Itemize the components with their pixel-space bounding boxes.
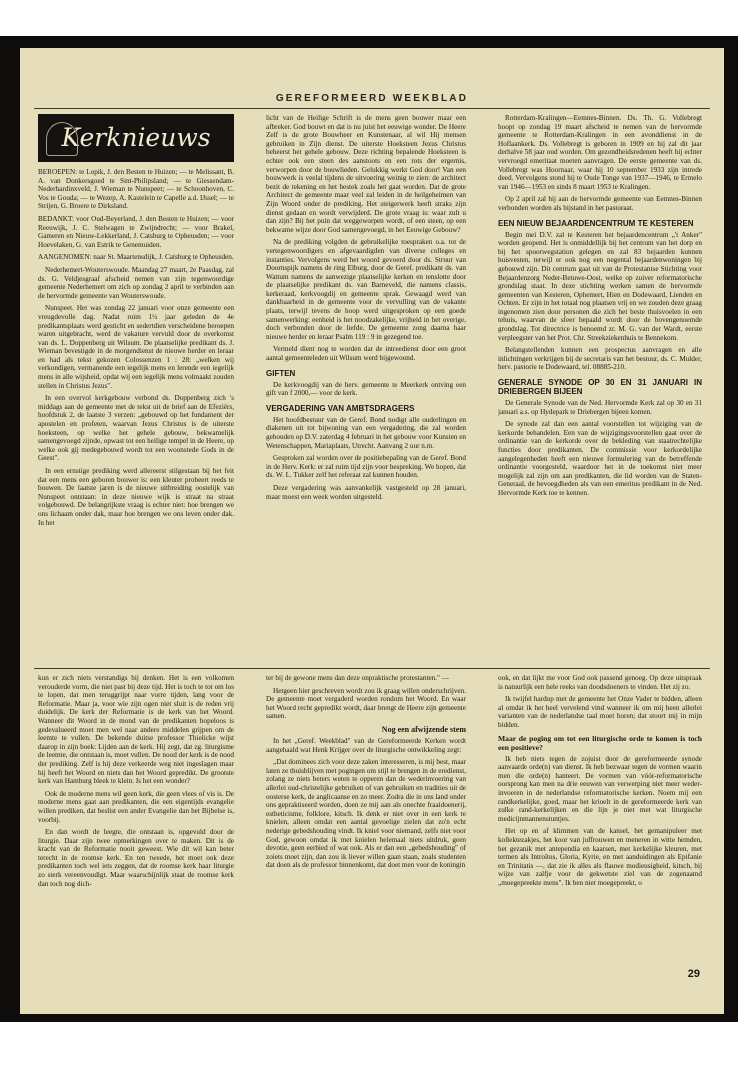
bejaardencentrum-text-2: Belangstellenden kunnen een prospectus aanvragen en alle inlichtingen verkrijgen bij de secretaris van het bestuur, ds. C. Mulder, herv. pastorie te Dodewaard, tel. 08885-210. [498, 346, 702, 372]
liturgische-orde-heading: Maar de poging om tot een liturgische orde te komen is toch een positieve? [498, 733, 702, 752]
synode-text-2: De synode zal dan een aantal voorstellen tot wijziging van de kerkorde behandelen. Een van de wijzigingsvoorstellen gaat over de ordinantie van de kerkorde over de bekleding van staatrechtelijke functies door predikanten. De commissie voor kerkordelijke aangelegenheden heeft een nieuwe formulering van de betreffende ordinantie voorgesteld, waardoor het in de toekomst niet meer mogelijk zal zijn om aan predikanten, die lid worden van de Staten-Generaal, de bevoegdheden als van een emeritus predikant in de Ned. Hervormde Kerk toe te kennen. [498, 420, 702, 497]
bedankt-text: BEDANKT: voor Oud-Beyerland, J. den Besten te Huizen; — voor Reeuwijk, J. C. Stelwagen te Zwijndrecht; — voor Brakel, Gameren en Nieuw-Lekkerland, J. Catsburg te Opheusden; — voor Hoevelaken, G. van Estrik te Genemuiden. [38, 214, 234, 249]
col3-paragraph-1: Rotterdam-Kralingen—Eemnes-Binnen. Ds. Th. G. Vollebregt hoopt op zondag 19 maart afscheid te nemen van de hervormde gemeente te Rotterdam-Kralingen in een avonddienst in de Hoflaankerk. Ds. Vollebregt is geboren in 1909 en hij zal dit jaar derhalve 58 jaar oud worden. Om gezondheidsredenen heeft hij echter vervroegd emeritaat moeten aanvragen. De eerste gemeente van ds. Vollebregt was Hoornaar, waar hij 10 september 1933 zijn intrede deed. Vervolgens stond hij te Oude Tonge van 1937—1946, te Ermelo van 1946—1953 en sinds 8 maart 1953 te Kralingen. [498, 114, 702, 191]
wouterswoude-text: Nederhemert-Wouterswoude. Maandag 27 maart, 2e Paasdag, zal ds. G. Veldjesgraaf afscheid nemen van zijn tegenwoordige gemeente Nederhemert om zich op zondag 2 april te verbinden aan de hervormde gemeente van Wouterswoude. [38, 265, 234, 300]
vergadering-text-1: Het hoofdbestuur van de Geref. Bond nodigt alle ouderlingen en diakenen uit tot bijwoning van een vergadering, die zal worden gehouden op D.V. zaterdag 4 februari in het gebouw voor Kunsten en Wetenschappen, Mariaplaats, Utrecht. Aanvang 2 uur n.m. [266, 415, 466, 450]
page-number: 29 [687, 968, 700, 980]
vergadering-heading: VERGADERING VAN AMBTSDRAGERS [266, 403, 415, 413]
lower3-paragraph-2: Ik twijfel hardop met de gemeente het Onze Vader te bidden, alleen al omdat ik het heel vervelend vind wanneer ik om mij heen allerlei varianten van de nederlandse taal moet horen; dat stoort mij in mijn bidden. [498, 695, 702, 729]
vergadering-text-3: Deze vergadering was aanvankelijk vastgesteld op 28 januari, maar moest een week worden uitgesteld. [266, 483, 466, 501]
col2-paragraph-3: Vermeld dient nog te worden dat de intreedienst door een groot aantal gemeenteleden uit Wilsum werd bijgewoond. [266, 345, 466, 363]
magazine-page [20, 48, 724, 1014]
header-rule [34, 108, 710, 109]
doppenberg-text-1: In een overvol kerkgebouw verbond ds. Doppenberg zich 's middags aan de gemeente met de tekst uit de brief aan de Efeziërs, hoofdstuk 2, de laatste 3 verzen: „gebouwd op het fundament der apostelen en profeten, waarvan Jezus Christus is de uiterste hoeksteen, op welke het gehele gebouw, bekwamelijk samengevoegd zijnde, opwast tot een heilige tempel in de Heere, op welke ook gij medegebouwd wordt tot een woonstede Gods in de Geest". [38, 394, 234, 463]
section-rule [34, 668, 710, 669]
bejaardencentrum-text-1: Begin mei D.V. zal te Kesteren het bejaardencentrum „'t Anker" worden geopend. Het is onmiddellijk bij het centrum van het dorp en bij het spoorwegstation gelegen en zal 83 bejaarden kunnen huisvesten, terwijl er ook nog een negental bejaardenwoningen bij gebouwd zijn. Dit centrum gaat uit van de Protestantse Stichting voor Bejaardenzorg Neder-Betuwe-Oost, welke op zuiver reformatorische grondslag staat. In deze stichting werken samen de hervormde gemeenten van Kesteren, Ophemert, Hien en Dodewaard, Lienden en Ochten. Er zijn in het totaal nog plaatsen vrij en we zouden deze graag ingenomen zien door personen die zich het beste thuisvoelen in een tehuis, waarvan de sfeer bepaald wordt door de bovengenoemde grondslag. Tot directrice is benoemd zr. M. G. van der Wardt, eerste verpleegster van het Prot. Chr. Streekziekenhuis te Bennekom. [498, 230, 702, 342]
lower2-paragraph-1: ter bij de gewone mens dan deze onpraktische protestanten." — [266, 674, 449, 682]
aangenomen-text: AANGENOMEN: naar St. Maartensdijk, J. Catsburg te Opheusden. [38, 253, 234, 262]
synode-text-1: De Generale Synode van de Ned. Hervormde Kerk zal op 30 en 31 januari a.s. op Hydepark te Driebergen bijeen komen. [498, 399, 702, 416]
lower3-paragraph-4: Het op en af klimmen van de kansel, het gemanipuleer met kollektezakjes, het koor van juffrouwen en meneren in witte hemden, het gezanik met antependia en kaarsen, met kerkelijke kleuren, met termen als Introïtus, Gloria, Kyrie, en met aanduidingen als Epifanie en Trinitatis —, dat zie ik alles als flauwe modieusigheid, kitsch, bij wijze van zalfje voor de gekwetste ziel van de zogenaamd „moegepreekte mens". Ik ben niet moegepreekt, o [498, 827, 702, 887]
synode-heading: GENERALE SYNODE OP 30 EN 31 JANUARI IN DRIEBERGEN BIJEEN [498, 378, 702, 397]
lower1-paragraph-3: En dan wordt de leegte, die ontstaan is, opgevuld door de liturgie. Daar zijn twee opmerkingen over te maken. Dit is de kracht van de Reformatie nooit geweest. Wie dit wil kan beter terecht in de roomse kerk. En ten tweede, het moet ook deze predikanten toch wel iets zeggen, dat de roomse kerk haar liturgie zo sterk vereenvoudigt. Maar waarschijnlijk staat de roomse kerk dan toch nog dich- [38, 828, 234, 888]
col2-paragraph-1: licht van de Heilige Schrift is de mens geen bouwer maar een afbreker. God bouwt en dat is nu juist het eeuwige wonder. De Heere Zelf is de grote Bouwheer en Kunstenaar, al wil Hij mensen gebruiken in Zijn dienst. De uiterste Hoeksteen Jezus Christus beheerst het gehele gebouw. Deze richting bepalende Hoeksteen is echter ook een steen des aanstoots en een rots der ergernis, verworpen door de bouwlieden. Gelukkig werkt God door! Van een bouwwerk is veelal tijdens de uitvoering weinig te zien: de architect bezit de tekening en het bestek zoals het gaat worden. Dat de grote Architect de gemeente maar veel zal leiden in de heilgeheimen van Zijn Woord onder de prediking. Het steigerwerk heeft straks zijn dienst gedaan en wordt verwijderd. De grote vraag is: waar zult u dan zijn? Bij het puin dat weggeworpen wordt, of een steen, op een bekwame wijze door God samengevoegd, in het Eeuwige Gebouw? [266, 114, 466, 234]
lower3-paragraph-1: ook, en dat lijkt me voor God ook passend genoeg. Op deze uitspraak is natuurlijk een hele reeks van doodsdoeners te vinden. Het zij zo. [498, 674, 702, 691]
lower-column-1 [38, 674, 234, 974]
doppenberg-text-2: In een ernstige prediking werd allereerst stilgestaan bij het feit dat een mens een geboren bouwer is: een kleuter probeert reeds te bouwen. De laatste jaren is de nieuwe uitbreiding oostelijk van Nunspeet ontstaan: in deze nieuwe wijk is straat na straat volgebouwd. De belangrijkste vraag is echter niet: hoe brengen we ons lichaam onder dak, maar hoe brengen we ons leven onder dak. In het [38, 467, 234, 527]
lower-column-2 [266, 674, 466, 974]
vergadering-text-2: Gesproken zal worden over de positiebepaling van de Geref. Bond in de Herv. Kerk: er zal ruim tijd zijn voor bespreking. We hopen, dat ds. W. L. Tukker zelf het referaat zal kunnen houden. [266, 454, 466, 480]
beroepen-text: BEROEPEN: te Lopik, J. den Besten te Huizen; — te Melissant, B. A. van Donkersgoed te Sint-Philipsland; — te Giessendam-Nederhardinxveld, J. Wieman te Nunspeet; — te Schoonhoven, C. Vos te Gouda; — te Wezep, A. Kastelein te Capelle a.d. IJssel; — te Strijen, G. Broere te Dirksland. [38, 168, 234, 211]
bejaardencentrum-heading: EEN NIEUW BEJAARDENCENTRUM TE KESTEREN [498, 218, 694, 228]
column-3 [498, 114, 702, 662]
afwijzende-stem-heading: Nog een afwijzende stem [381, 724, 466, 734]
giften-text: De kerkvoogdij van de herv. gemeente te Meerkerk ontving een gift van f 2000,— voor de kerk. [266, 380, 466, 398]
running-head: GEREFORMEERD WEEKBLAD [275, 93, 469, 104]
col2-paragraph-2: Na de prediking volgden de gebruikelijke toespraken o.a. tot de vertegenwoordigers en afgevaardigden van diverse colleges en instanties. Vervolgens werd het woord gevoerd door ds. Struur van Doornspijk namens de ring Elburg, door de Geref. predikant ds. van Wattum namens de aanwezige plaatselijke kerken en tenslotte door de plaatselijke predikant ds. van Barneveld, die namens classis, kerkeraad, kerkvoogdij en gemeente sprak. Gewaagd werd van dankbaarheid in de gemeente voor de vervulling van de vakante plaats, terwijl tevens de hoop werd uitgesproken op een goede samenwerking: eenheid is het noodzakelijke, vrijheid in het overige, doch verbonden door de liefde. De gemeente zong daarna haar nieuwe herder en leraar Psalm 119 : 9 in gezegend toe. [266, 238, 466, 341]
column-2 [266, 114, 466, 662]
col3-paragraph-2: Op 2 april zal hij aan de hervormde gemeente van Eemnes-Binnen verbonden worden als bijstand in het pastoraat. [498, 195, 702, 212]
column-1 [38, 114, 234, 662]
lower2-paragraph-2: Hetgeen hier geschreven wordt zou ik graag willen onderschrijven. De gemeente moet vergaderd worden rondom het Woord. En waar het Woord recht gepredikt wordt, daar brengt de Heere zijn gemeente samen. [266, 686, 466, 721]
lower2-paragraph-4: „Dat dominees zich voor deze zaken interesseren, is mij best, maar laten ze thuisblijven met pogingen om stijl te brengen in de eredienst, zolang ze niets beters weten te opperen dan de wederinvoering van allerlei oud-christelijke gebruiken of van gebruiken en tradities uit de oosterse kerk, de anglicaanse en zo meer. Zodra die in ons land onder ons gepraktiseerd worden, doen ze mij aan als onechte fraaidoenerij, estheticisme, folklore, kitsch. Ik denk er niet over in een kerk te knielen, alleen omdat een aantal gevoelige zielen dat zo'n echt nederige gebedshouding vindt. Ik kniel voor niemand, zelfs niet voor God, gewoon omdat ik met knielen helemaal niets uitdruk, geen devotie, geen eerbied of wat ook. Als er dan een „gebedshouding" of zoiets moet zijn, dan zou ik liever willen gaan staan, zoals studenten dat doen als de professor binnenkomt, dat doet men voor de koningin [266, 758, 466, 870]
lower1-paragraph-2: Ook de moderne mens wil geen kerk, die geen vlees of vis is. De moderne mens gaat aan predikanten, die een eigentijds evangelie willen prediken, dat beslist een ander Evangelie dan het Bijbelse is, voorbij. [38, 789, 234, 824]
lower2-paragraph-3: In het „Geref. Weekblad" van de Gereformeerde Kerken wordt aangehaald wat Henk Krijger over de liturgische ontwikkeling zegt: [266, 736, 466, 754]
nunspeet-text: Nunspeet. Het was zondag 22 januari voor onze gemeente een vreugdevolle dag. Nadat ruim 1½ jaar geleden de 4e predikantsplaats werd gesticht en sedertdien verscheidene beroepen waren uitgebracht, werd de vakature vervuld door de overkomst van ds. L. Doppenberg uit Wilsum. De plaatselijke predikant ds. J. Wieman bevestigde in de morgendienst de nieuwe herder en leraar en had als tekst gekozen Colossenzen 1 : 28: „welken wij verkondigen, vermanende een iegelijk mens en lerende een iegelijk mens in alle wijsheid, opdat wij een iegelijk mens volmaakt zouden stellen in Christus Jezus". [38, 304, 234, 390]
lower1-paragraph-1: kun er zich niets verstandigs bij denken. Het is een volkomen verouderde vorm, die niet past bij deze tijd. Het is toch te tot om los te lopen, dat men teruggrijpt naar vorre tijden, lang voor de Reformatie. Maar ja, voor wie zijn ogen niet sluit is de reden vrij duidelijk. De kerk der Reformatie is de kerk van het Woord. Wanneer dit Woord in de mond van de predikanten hopeloos is gedevalueerd moet men wel naar andere middelen grijpen om de leemte te vullen. De bekende duitse professor Thielicke wijst daarop in zijn boek: Lijden aan de kerk. Hij zegt, dat zg. liturgisme de leemte, die ontstaan is, moet vullen. De nood der kerk is de nood der prediking. Zelf is hij deze verkeerde weg niet ingeslagen maar hij heeft het Woord en niets dan het Woord gepredikt. De grootste kerk van Hamburg bleek te klein. Is het een wonder? [38, 674, 234, 786]
lower3-paragraph-3: Ik heb niets tegen de zojuist door de gereformeerde synode aanvaarde orde(n) van dienst. Ik heb bezwaar tegen de vormen waarin men die orde(n) hanteert. De vormen van vóór-reformatorische oorsprong kan men na drie eeuwen van verwerping niet meer weder-invoeren in de nederlandse reformatorische kerken. Noem mij een randkerkelijke, goed, maar het krioelt in de gereformeerde kerk van zulke rand-kerkelijken en die lijn je niet met wat liturgische medicijnmannenstuntjes. [498, 754, 702, 823]
kerknieuws-masthead [38, 114, 234, 162]
church-ornament-icon [46, 122, 78, 156]
giften-heading: GIFTEN [266, 368, 296, 378]
kerknieuws-title: Kerknieuws [61, 122, 211, 152]
lower-column-3 [498, 674, 702, 974]
